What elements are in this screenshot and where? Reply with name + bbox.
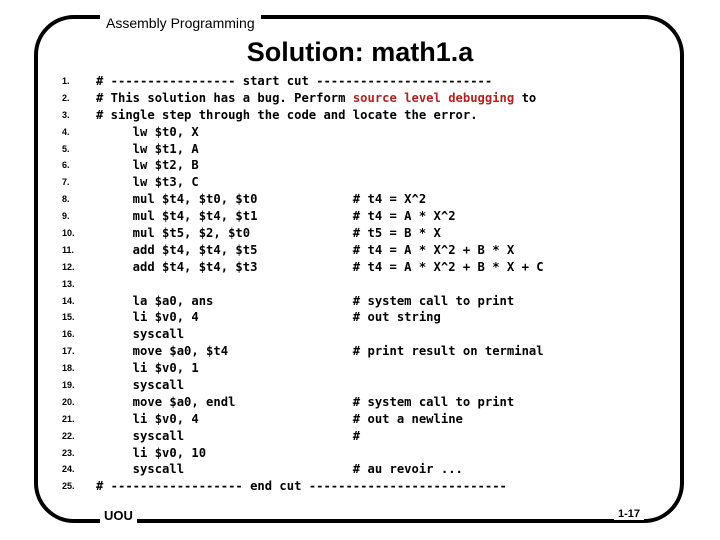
code-text — [96, 343, 544, 360]
code-text-segment: lw $t3, C — [96, 175, 199, 190]
line-number: 15. — [62, 312, 75, 323]
code-text-segment: lw $t2, B — [96, 158, 199, 173]
code-text — [96, 377, 184, 394]
code-text-segment: li $v0, 1 — [96, 361, 199, 376]
line-number: 24. — [62, 464, 75, 475]
code-text-segment: move $a0, endl # system call to print — [96, 394, 515, 409]
code-text — [96, 242, 514, 259]
code-text — [96, 445, 206, 462]
code-text-segment: lw $t1, A — [96, 141, 199, 156]
slide-header: Assembly Programming — [100, 14, 261, 32]
code-text — [96, 90, 536, 107]
code-text-segment: la $a0, ans # system call to print — [96, 293, 515, 308]
code-text-segment: add $t4, $t4, $t3 # t4 = A * X^2 + B * X + C — [96, 259, 544, 274]
line-number: 25. — [62, 481, 75, 492]
code-text — [96, 208, 456, 225]
footer-organization: UOU — [100, 508, 137, 523]
code-text-segment: li $v0, 4 # out a newline — [96, 411, 463, 426]
line-number: 23. — [62, 447, 75, 458]
line-number: 10. — [62, 228, 75, 239]
line-number: 22. — [62, 430, 75, 441]
code-text-segment: syscall # — [96, 428, 361, 443]
code-text — [96, 124, 199, 141]
highlighted-text: source level debugging — [352, 90, 515, 105]
line-number: 1. — [62, 76, 70, 86]
code-text — [96, 191, 426, 208]
code-text-segment: syscall # au revoir ... — [96, 462, 463, 477]
line-number: 4. — [62, 126, 70, 137]
code-text-segment: # ------------------ end cut --------------------------- — [96, 479, 507, 494]
line-number: 20. — [62, 396, 75, 407]
code-text-segment: lw $t0, X — [96, 124, 199, 139]
line-number: 11. — [62, 244, 75, 255]
code-text — [96, 326, 184, 343]
code-text — [96, 225, 441, 242]
code-text — [96, 309, 441, 326]
line-number: 7. — [62, 177, 70, 188]
code-text — [96, 293, 514, 310]
line-number: 19. — [62, 380, 75, 391]
code-text-segment: add $t4, $t4, $t5 # t4 = A * X^2 + B * X — [96, 242, 515, 257]
code-text — [96, 411, 463, 428]
line-number: 14. — [62, 295, 75, 306]
code-text — [96, 73, 492, 90]
code-text-segment: move $a0, $t4 # print result on terminal — [96, 344, 544, 359]
code-text — [96, 107, 478, 124]
line-number: 8. — [62, 194, 70, 205]
code-text-segment: li $v0, 10 — [96, 445, 207, 460]
code-text-segment: # This solution has a bug. Perform — [96, 90, 353, 105]
code-text — [96, 174, 199, 191]
code-text — [96, 478, 507, 495]
line-number: 18. — [62, 363, 75, 374]
code-text — [96, 428, 360, 445]
line-number: 12. — [62, 261, 75, 272]
line-number: 21. — [62, 413, 75, 424]
line-number: 9. — [62, 211, 70, 222]
code-text-segment: mul $t4, $t0, $t0 # t4 = X^2 — [96, 192, 427, 207]
code-text-segment: mul $t4, $t4, $t1 # t4 = A * X^2 — [96, 209, 456, 224]
code-text-segment: syscall — [96, 327, 185, 342]
code-text-segment: # ----------------- start cut ------------------------ — [96, 74, 493, 88]
page-number: 1-17 — [614, 508, 644, 520]
code-text-segment: # single step through the code and locate the error. — [96, 107, 478, 122]
line-number: 16. — [62, 329, 75, 340]
code-text-segment: syscall — [96, 378, 185, 393]
code-text-segment: mul $t5, $2, $t0 # t5 = B * X — [96, 226, 441, 241]
code-text — [96, 157, 199, 174]
line-number: 17. — [62, 346, 75, 357]
line-number: 13. — [62, 278, 75, 289]
code-text — [96, 141, 199, 158]
code-text-segment: to — [514, 90, 537, 105]
line-number: 2. — [62, 92, 70, 103]
code-text-segment: li $v0, 4 # out string — [96, 310, 441, 325]
code-text — [96, 461, 463, 478]
line-number: 3. — [62, 109, 70, 120]
code-text — [96, 360, 199, 377]
code-text — [96, 394, 514, 411]
line-number: 5. — [62, 143, 70, 154]
code-text — [96, 259, 544, 276]
slide-title: Solution: math1.a — [246, 37, 474, 67]
line-number: 6. — [62, 160, 70, 171]
